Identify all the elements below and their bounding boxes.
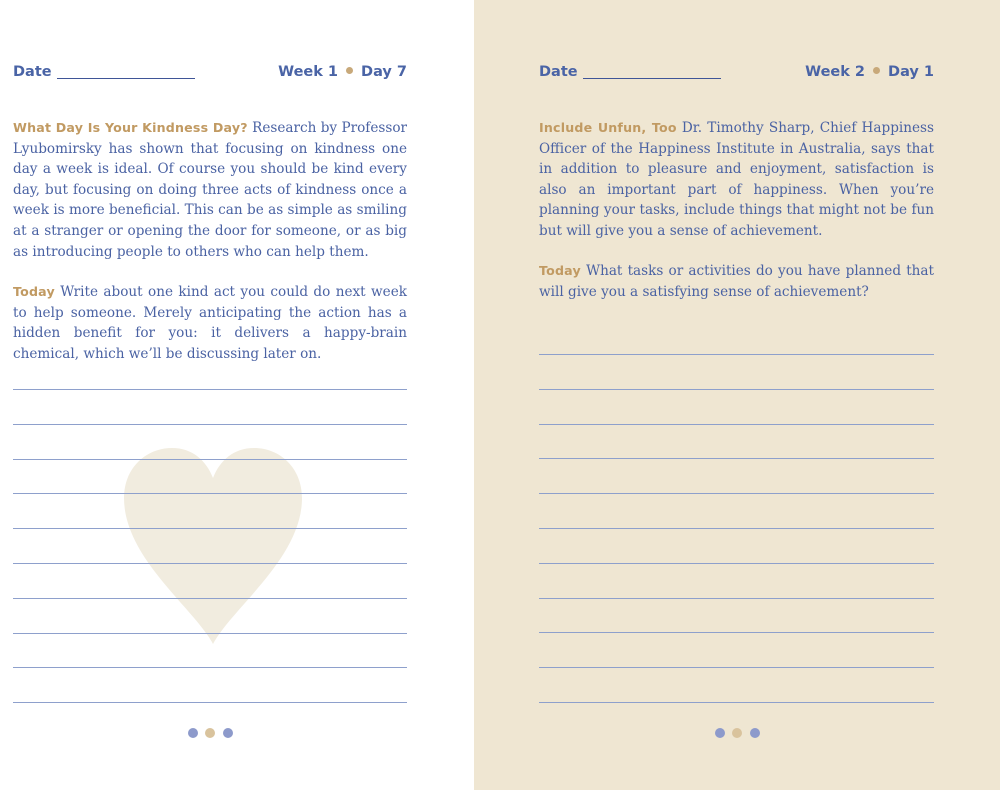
writing-line[interactable]	[539, 598, 934, 599]
writing-line[interactable]	[539, 528, 934, 529]
writing-line[interactable]	[13, 493, 407, 494]
right-intro-heading: Include Unfun, Too	[539, 120, 677, 135]
writing-line[interactable]	[13, 424, 407, 425]
right-page	[474, 0, 1000, 790]
left-page	[0, 0, 474, 790]
writing-line[interactable]	[539, 493, 934, 494]
pager-dot-1	[188, 728, 198, 738]
right-date-label: Date	[539, 64, 578, 80]
right-intro-text: Dr. Timothy Sharp, Chief Happiness Officer of the Happiness Institute in Australia, says that in addition to pleasure and enjoyment, satisfaction is also an important part of happiness. When you’re planning your tasks, include things that might not be fun but will give you a sense of achievement.	[539, 120, 935, 239]
writing-line[interactable]	[539, 667, 934, 668]
right-week-label: Week 2	[805, 64, 866, 80]
left-date-label: Date	[13, 64, 52, 80]
writing-line[interactable]	[13, 598, 407, 599]
left-page-indicator	[188, 728, 248, 738]
writing-line[interactable]	[539, 632, 934, 633]
writing-line[interactable]	[539, 458, 934, 459]
writing-line[interactable]	[539, 354, 934, 355]
writing-line[interactable]	[13, 633, 407, 634]
writing-line[interactable]	[539, 389, 934, 390]
left-day-label: Day 7	[361, 64, 407, 80]
writing-line[interactable]	[539, 702, 934, 703]
writing-line[interactable]	[13, 563, 407, 564]
left-intro-text: Research by Professor Lyubomirsky has shown that focusing on kindness one day a week is ideal. Of course you should be kind every day, but focusing on doing three acts of kindness once a week is more beneficial. This can be as simple as smiling at a stranger or opening the door for someone, or as big as introducing people to others who can help them.	[13, 120, 407, 260]
pager-dot-2	[205, 728, 215, 738]
right-writing-lines[interactable]	[539, 0, 934, 790]
pager-dot-2	[732, 728, 742, 738]
writing-line[interactable]	[539, 424, 934, 425]
writing-line[interactable]	[13, 702, 407, 703]
writing-line[interactable]	[13, 667, 407, 668]
right-today-text: What tasks or activities do you have planned that will give you a satisfying sense of achievement?	[539, 263, 934, 300]
writing-line[interactable]	[13, 528, 407, 529]
right-day-label: Day 1	[888, 64, 934, 80]
pager-dot-3	[223, 728, 233, 738]
right-today-heading: Today	[539, 263, 581, 278]
left-writing-lines[interactable]	[13, 0, 407, 790]
writing-line[interactable]	[13, 459, 407, 460]
left-today-text: Write about one kind act you could do next week to help someone. Merely anticipating the action has a hidden benefit for you: it delivers a happy-brain chemical, which we’ll be discussing later on.	[13, 284, 407, 362]
writing-line[interactable]	[539, 563, 934, 564]
left-today-heading: Today	[13, 284, 55, 299]
left-week-label: Week 1	[278, 64, 339, 80]
pager-dot-3	[750, 728, 760, 738]
writing-line[interactable]	[13, 389, 407, 390]
right-page-indicator	[715, 728, 775, 738]
pager-dot-1	[715, 728, 725, 738]
left-intro-heading: What Day Is Your Kindness Day?	[13, 120, 248, 135]
